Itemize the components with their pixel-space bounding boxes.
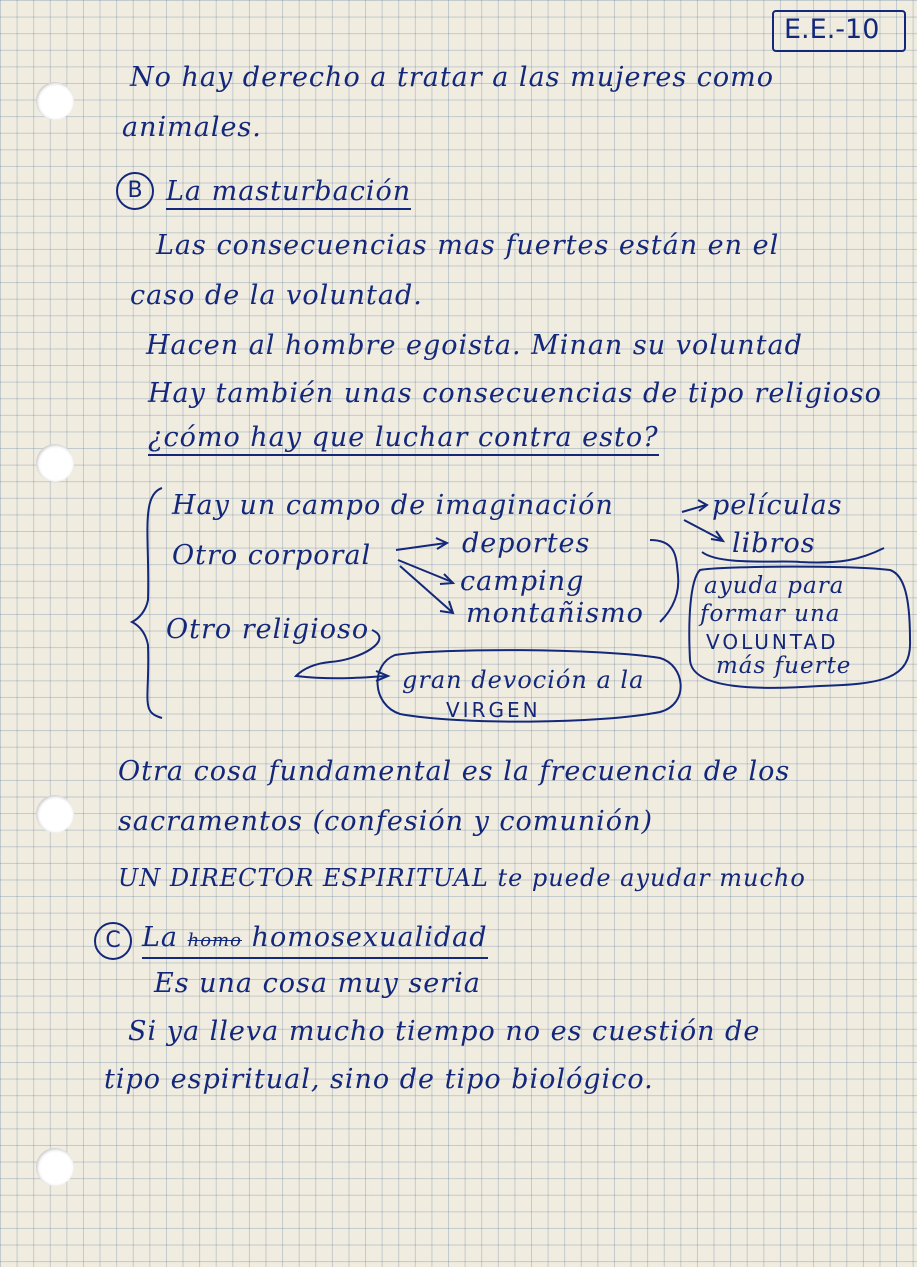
section-c-title-b: homosexualidad xyxy=(251,922,488,953)
text-line: Las consecuencias mas fuertes están en el xyxy=(156,230,780,261)
section-c-title xyxy=(142,922,488,959)
section-b-title: La masturbación xyxy=(166,176,411,210)
text-line: UN DIRECTOR ESPIRITUAL te puede ayudar mucho xyxy=(118,864,806,892)
brace-item: Hay un campo de imaginación xyxy=(172,490,614,521)
section-c-marker: C xyxy=(94,922,132,960)
text-line: Hay también unas consecuencias de tipo religioso xyxy=(148,378,882,409)
ayuda-text: formar una xyxy=(700,601,841,627)
ayuda-text: ayuda para xyxy=(704,573,845,599)
sport-item: camping xyxy=(460,566,585,597)
sport-item: montañismo xyxy=(466,598,644,629)
question-line: ¿cómo hay que luchar contra esto? xyxy=(148,422,659,456)
virgen-text: VIRGEN xyxy=(446,698,541,722)
text-line: Es una cosa muy seria xyxy=(154,968,481,999)
text-line: tipo espiritual, sino de tipo biológico. xyxy=(104,1064,654,1095)
text-line: animales. xyxy=(122,112,262,143)
text-line: Si ya lleva mucho tiempo no es cuestión de xyxy=(128,1016,761,1047)
page-code: E.E.-10 xyxy=(784,14,880,45)
brace-result: libros xyxy=(732,528,816,559)
text-line: sacramentos (confesión y comunión) xyxy=(118,806,653,837)
section-b-marker: B xyxy=(116,172,154,210)
text-line: caso de la voluntad. xyxy=(130,280,423,311)
ayuda-text: más fuerte xyxy=(716,653,852,679)
brace-item: Otro corporal xyxy=(172,540,372,571)
brace-result: películas xyxy=(712,490,843,521)
brace-item: Otro religioso xyxy=(166,614,370,645)
virgen-text: gran devoción a la xyxy=(402,666,645,694)
text-line: Hacen al hombre egoista. Minan su voluntad xyxy=(146,330,803,361)
ayuda-text: VOLUNTAD xyxy=(706,630,839,654)
text-line: Otra cosa fundamental es la frecuencia de los xyxy=(118,756,791,787)
sport-item: deportes xyxy=(462,528,591,559)
struck-word: homo xyxy=(187,930,242,951)
page-code-box xyxy=(772,10,906,52)
section-c-title-a: La xyxy=(142,922,179,953)
text-line: No hay derecho a tratar a las mujeres como xyxy=(130,62,775,93)
